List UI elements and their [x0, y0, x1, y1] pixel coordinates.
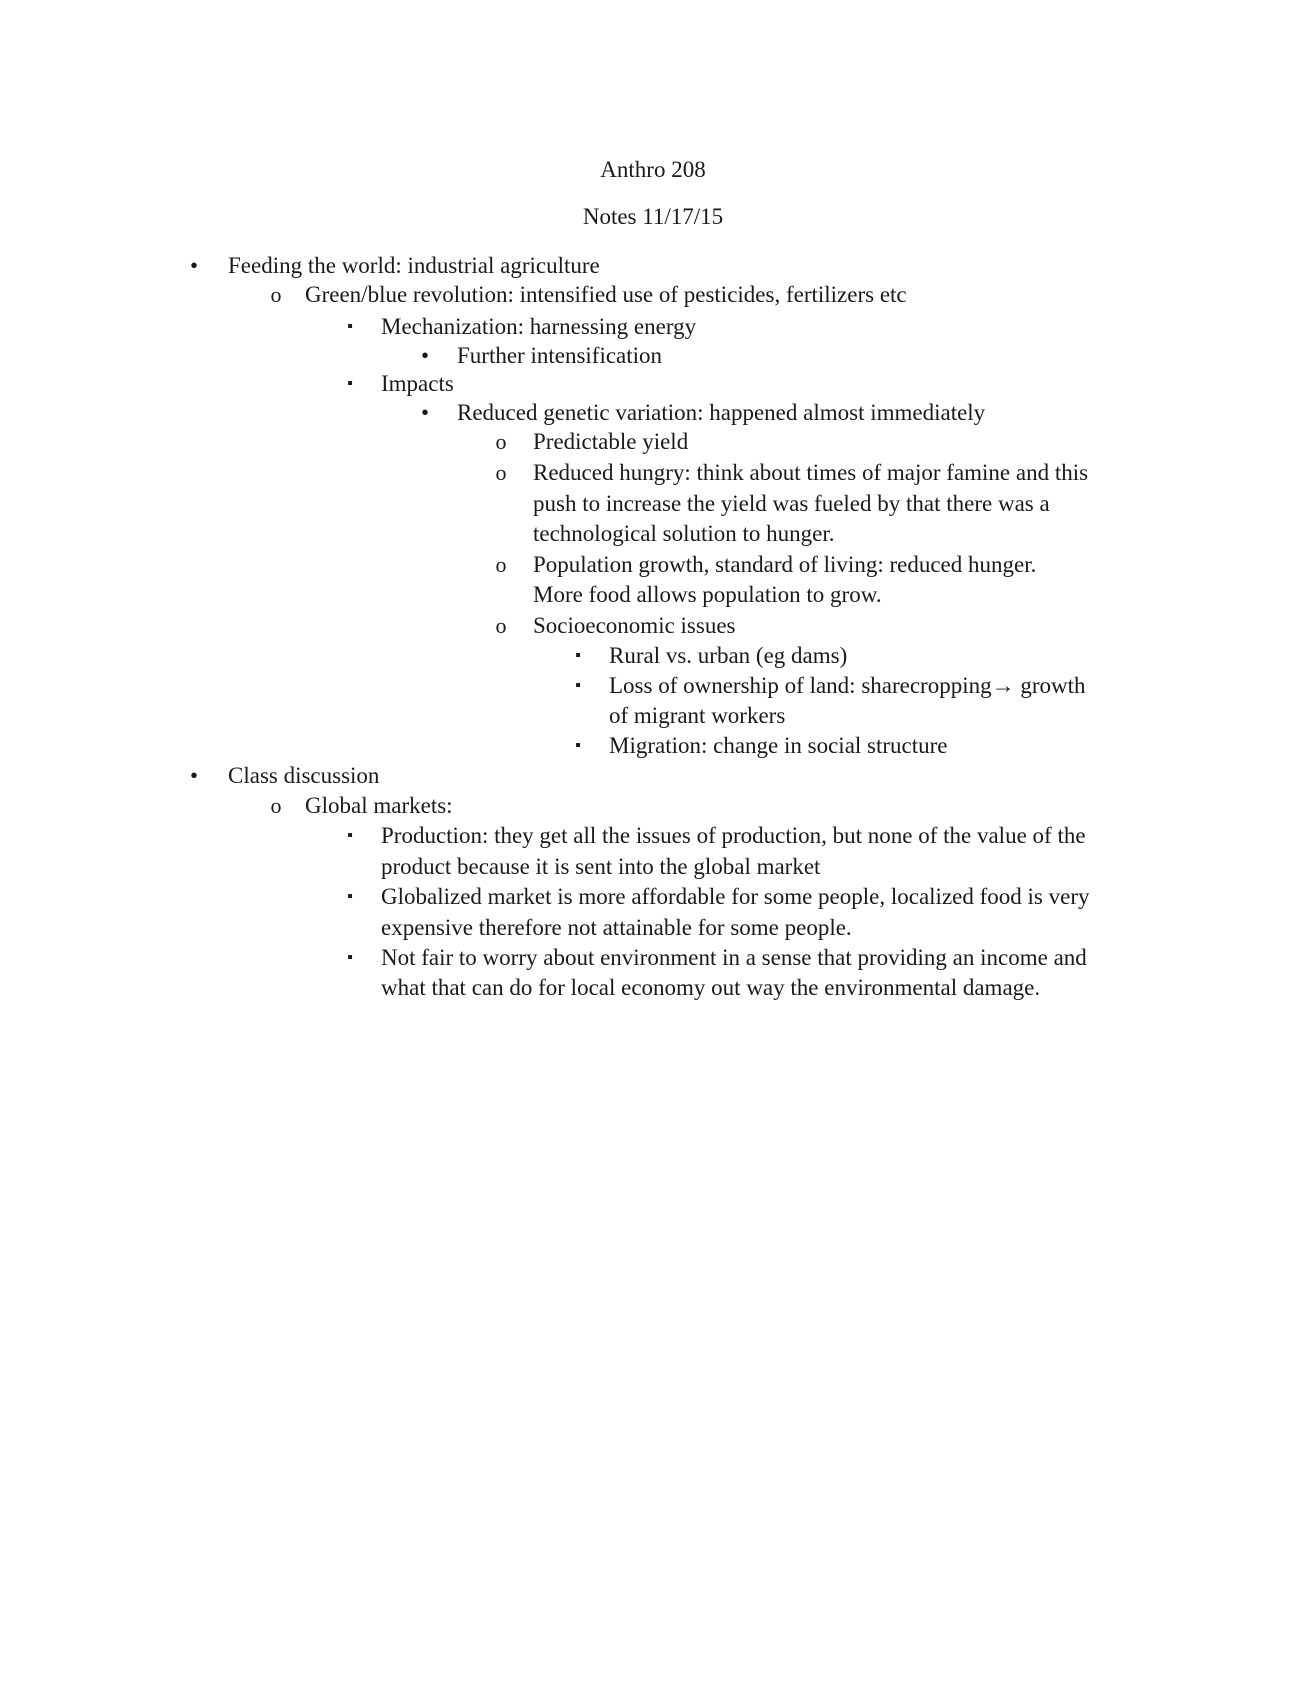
list-item-text: Migration: change in social structure [609, 733, 948, 758]
course-title: Anthro 208 [600, 157, 706, 182]
list-item-text: Feeding the world: industrial agriculture [228, 253, 600, 278]
list-item-text: Population growth, standard of living: reduced hunger. More food allows population to grow. [533, 551, 1037, 607]
list-item-text: Globalized market is more affordable for some people, localized food is very expensive therefore not attainable for some people. [381, 884, 1090, 940]
notes-date: Notes 11/17/15 [582, 204, 724, 229]
list-item [0, 426, 1306, 458]
list-item-text: Predictable yield [533, 429, 689, 454]
circle-bullet-icon: o [495, 429, 507, 454]
list-item-text: Class discussion [228, 763, 380, 788]
list-item [0, 250, 1306, 282]
circle-bullet-icon: o [495, 551, 507, 577]
list-item [0, 311, 1306, 343]
circle-bullet-icon: o [495, 460, 507, 485]
list-item [0, 791, 1306, 821]
list-item-text: Reduced hungry: think about times of major famine and this push to increase the yield was fueled by that there was a technological solution to hunger. [533, 460, 1089, 546]
list-item-text: Global markets: [305, 793, 453, 818]
list-item [0, 731, 1306, 761]
list-item-text: Mechanization: harnessing energy [381, 314, 697, 339]
list-item [0, 368, 1306, 400]
disc-bullet-icon: • [189, 763, 199, 788]
list-item-text: Loss of ownership of land: sharecropping→ growth of migrant workers [609, 673, 1086, 728]
list-item-text: Further intensification [457, 343, 663, 368]
list-item-text: Green/blue revolution: intensified use of pesticides, fertilizers etc [305, 282, 907, 307]
list-item [0, 279, 1306, 311]
disc-bullet-icon: • [420, 343, 430, 368]
circle-bullet-icon: o [270, 282, 282, 307]
list-item [0, 943, 1306, 1003]
list-item [0, 397, 1306, 429]
list-item [0, 821, 1306, 882]
list-item-text: Impacts [381, 371, 454, 396]
list-item-text: Not fair to worry about environment in a sense that providing an income and what that can do for local economy out way the environmental damage. [381, 945, 1087, 1000]
square-bullet-icon: ▪ [347, 375, 353, 392]
list-item-text: Socioeconomic issues [533, 612, 736, 638]
square-bullet-icon: ▪ [347, 827, 353, 844]
notes-outline [0, 250, 1306, 1003]
list-item [0, 458, 1306, 550]
list-item [0, 761, 1306, 791]
disc-bullet-icon: • [189, 253, 199, 278]
square-bullet-icon: ▪ [347, 949, 353, 966]
list-item [0, 882, 1306, 943]
list-item-text: Rural vs. urban (eg dams) [609, 643, 848, 668]
list-item [0, 611, 1306, 642]
square-bullet-icon: ▪ [575, 737, 581, 754]
list-item-text: Production: they get all the issues of production, but none of the value of the product because it is sent into the global market [381, 823, 1086, 879]
circle-bullet-icon: o [270, 793, 282, 818]
disc-bullet-icon: • [420, 400, 430, 425]
list-item [0, 671, 1306, 731]
circle-bullet-icon: o [495, 612, 507, 638]
list-item [0, 550, 1306, 611]
square-bullet-icon: ▪ [347, 888, 353, 905]
list-item [0, 641, 1306, 671]
square-bullet-icon: ▪ [575, 677, 581, 694]
square-bullet-icon: ▪ [347, 318, 353, 335]
list-item-text: Reduced genetic variation: happened almost immediately [457, 400, 986, 425]
square-bullet-icon: ▪ [575, 647, 581, 664]
